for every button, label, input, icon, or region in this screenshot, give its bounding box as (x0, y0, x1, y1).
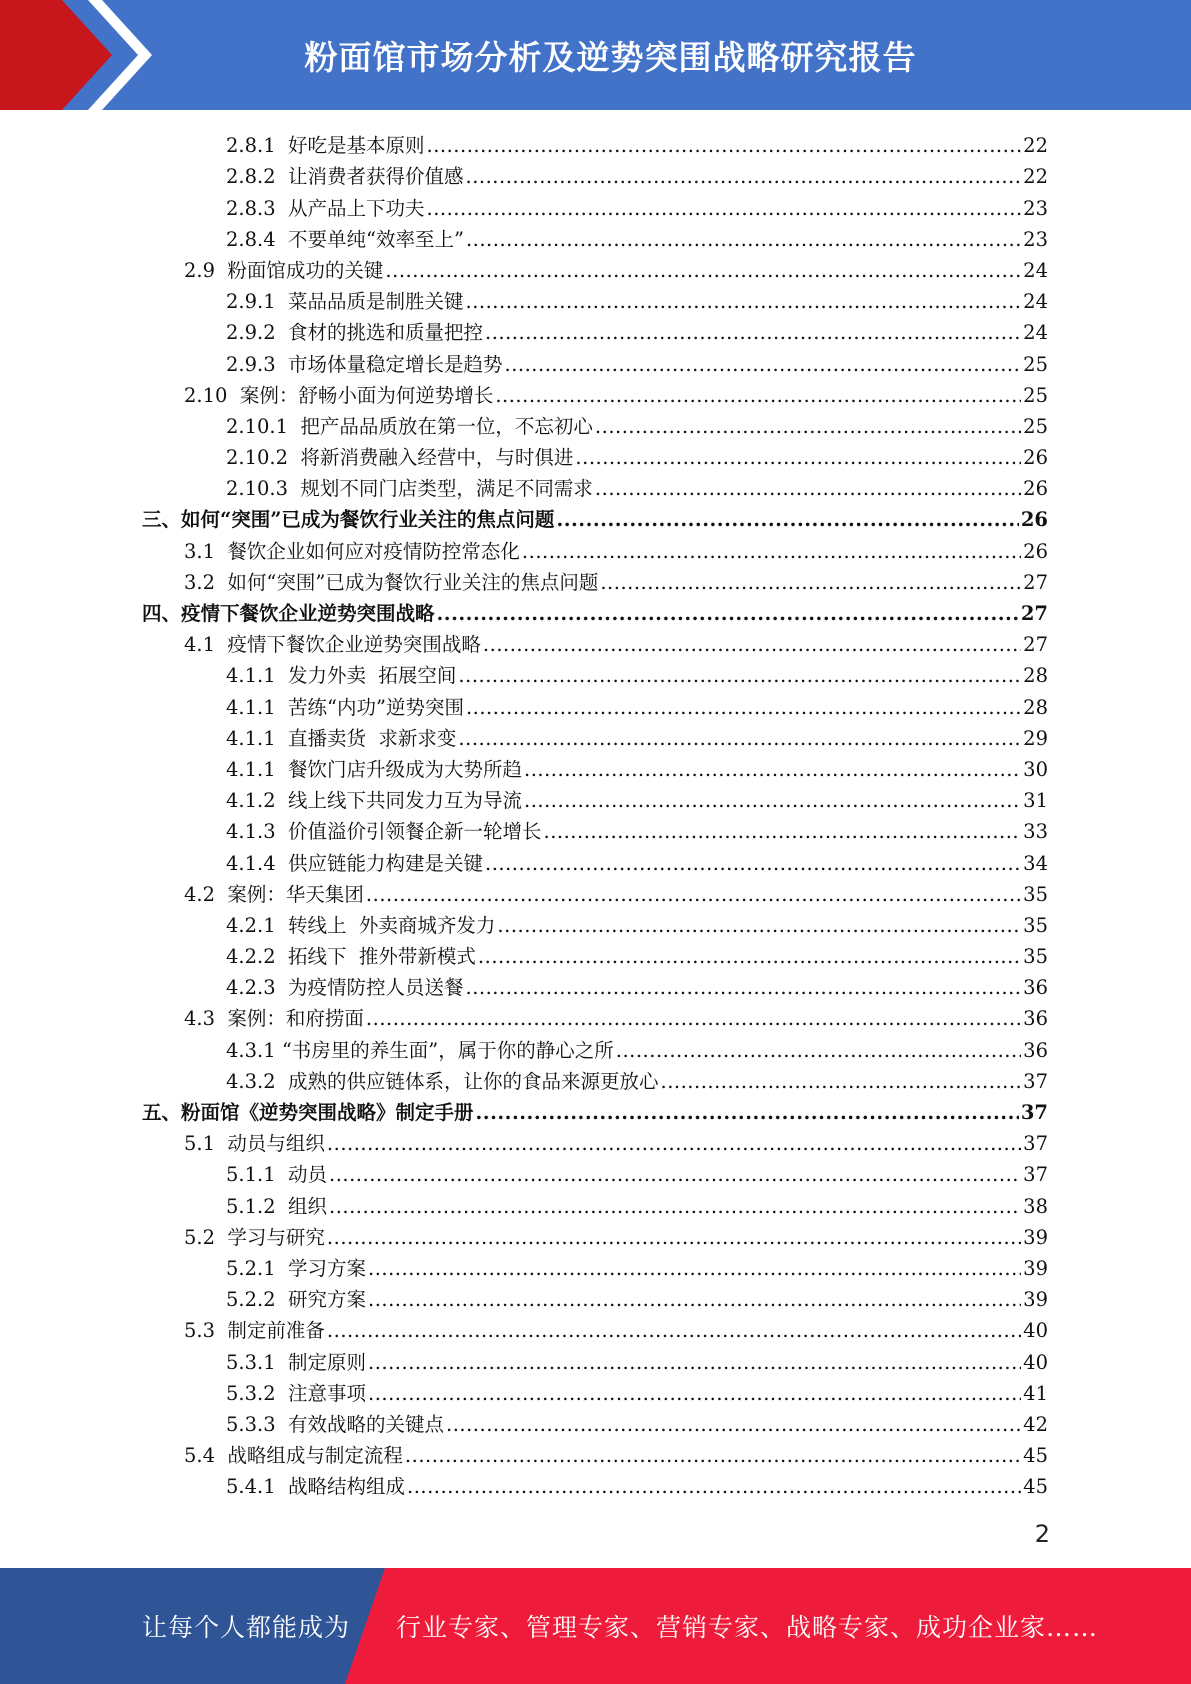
toc-dot-leader (661, 1069, 1022, 1094)
toc-entry-page: 25 (1023, 414, 1048, 438)
toc-entry[interactable] (142, 1031, 1048, 1062)
toc-entry-title: 4.2 案例：华天集团 (184, 882, 364, 906)
toc-entry-page: 36 (1023, 1038, 1048, 1062)
toc-dot-leader (368, 1381, 1021, 1406)
footer-slogan-left: 让每个人都能成为 (142, 1613, 351, 1642)
toc-entry-page: 35 (1023, 913, 1048, 937)
toc-dot-leader (466, 695, 1021, 720)
toc-entry-title: 2.9.1 菜品品质是制胜关键 (226, 290, 464, 314)
toc-dot-leader (446, 1412, 1021, 1437)
toc-entry[interactable] (142, 377, 1048, 408)
toc-dot-leader (556, 507, 1018, 532)
toc-dot-leader (595, 476, 1021, 501)
toc-entry-page: 45 (1023, 1444, 1048, 1468)
toc-entry[interactable] (142, 439, 1048, 470)
toc-entry[interactable] (142, 626, 1048, 657)
toc-entry-title: 4.3 案例：和府捞面 (184, 1007, 364, 1031)
toc-dot-leader (466, 975, 1022, 1000)
toc-dot-leader (458, 726, 1021, 751)
toc-entry[interactable] (142, 408, 1048, 439)
toc-entry-title: 2.10.2 将新消费融入经营中，与时俱进 (226, 446, 574, 470)
toc-entry[interactable] (142, 1219, 1048, 1250)
toc-entry[interactable] (142, 782, 1048, 813)
toc-dot-leader (466, 164, 1022, 189)
toc-entry-page: 45 (1023, 1475, 1048, 1499)
toc-entry-page: 42 (1023, 1412, 1048, 1436)
toc-entry-title: 2.8.4 不要单纯“效率至上” (226, 227, 464, 251)
toc-entry[interactable] (142, 127, 1048, 158)
toc-dot-leader (485, 320, 1021, 345)
toc-entry[interactable] (142, 844, 1048, 875)
toc-entry[interactable] (142, 938, 1048, 969)
toc-dot-leader (495, 383, 1021, 408)
toc-entry[interactable] (142, 813, 1048, 844)
toc-entry-title: 4.1.4 供应链能力构建是关键 (226, 851, 484, 875)
toc-entry[interactable] (142, 532, 1048, 563)
toc-entry-page: 37 (1020, 1101, 1048, 1124)
toc-entry-title: 2.10.3 规划不同门店类型，满足不同需求 (226, 477, 593, 501)
toc-entry-page: 26 (1023, 539, 1048, 563)
toc-dot-leader (524, 788, 1021, 813)
toc-dot-leader (427, 196, 1022, 221)
toc-dot-leader (544, 819, 1022, 844)
toc-entry[interactable] (142, 470, 1048, 501)
header-band (0, 0, 1191, 110)
toc-entry-page: 22 (1023, 165, 1048, 189)
toc-entry-title: 4.1.1 直播卖货 求新求变 (226, 726, 457, 750)
toc-dot-leader (368, 1350, 1021, 1375)
toc-entry-page: 40 (1023, 1350, 1048, 1374)
toc-entry-title: 5.2 学习与研究 (184, 1225, 325, 1249)
toc-dot-leader (437, 601, 1019, 626)
toc-dot-leader (595, 414, 1021, 439)
toc-dot-leader (405, 1443, 1021, 1468)
toc-entry[interactable] (142, 595, 1048, 626)
toc-entry-title: 5.2.1 学习方案 (226, 1256, 367, 1280)
toc-entry-page: 39 (1023, 1288, 1048, 1312)
toc-dot-leader (505, 352, 1022, 377)
toc-entry-page: 39 (1023, 1225, 1048, 1249)
toc-dot-leader (466, 289, 1022, 314)
toc-dot-leader (427, 133, 1022, 158)
toc-entry-page: 38 (1023, 1194, 1048, 1218)
toc-entry-title: 三、如何“突围”已成为餐饮行业关注的焦点问题 (142, 508, 555, 532)
toc-dot-leader (327, 1131, 1021, 1156)
toc-dot-leader (497, 913, 1021, 938)
toc-entry[interactable] (142, 283, 1048, 314)
toc-entry-title: 2.9 粉面馆成功的关键 (184, 258, 384, 282)
toc-entry-title: 3.1 餐饮企业如何应对疫情防控常态化 (184, 539, 520, 563)
toc-entry[interactable] (142, 1281, 1048, 1312)
toc-dot-leader (407, 1474, 1021, 1499)
report-title: 粉面馆市场分析及逆势突围战略研究报告 (304, 37, 917, 77)
toc-dot-leader (366, 882, 1021, 907)
toc-dot-leader (458, 663, 1021, 688)
toc-entry-title: 5.1.1 动员 (226, 1163, 328, 1187)
toc-entry-page: 26 (1020, 508, 1048, 532)
toc-entry-title: 2.9.2 食材的挑选和质量把控 (226, 321, 484, 345)
toc-entry-page: 25 (1023, 352, 1048, 376)
toc-entry[interactable] (142, 564, 1048, 595)
toc-entry-title: 5.3 制定前准备 (184, 1319, 325, 1343)
toc-entry[interactable] (142, 1125, 1048, 1156)
toc-entry-title: 5.1.2 组织 (226, 1194, 328, 1218)
toc-entry-page: 40 (1023, 1319, 1048, 1343)
toc-entry[interactable] (142, 1468, 1048, 1499)
toc-entry[interactable] (142, 688, 1048, 719)
footer-band (0, 1568, 1191, 1684)
toc-dot-leader (329, 1162, 1021, 1187)
toc-entry-title: 4.1 疫情下餐饮企业逆势突围战略 (184, 633, 481, 657)
toc-dot-leader (327, 1225, 1021, 1250)
toc-entry-title: 2.8.1 好吃是基本原则 (226, 134, 425, 158)
toc-entry-title: 四、疫情下餐饮企业逆势突围战略 (142, 602, 435, 625)
toc-entry-page: 26 (1023, 477, 1048, 501)
toc-entry[interactable] (142, 720, 1048, 751)
toc-entry[interactable] (142, 501, 1048, 532)
toc-entry[interactable] (142, 189, 1048, 220)
toc-entry-title: 5.3.1 制定原则 (226, 1350, 367, 1374)
toc-entry-title: 4.1.1 餐饮门店升级成为大势所趋 (226, 757, 523, 781)
toc-entry-page: 37 (1023, 1163, 1048, 1187)
toc-entry[interactable] (142, 657, 1048, 688)
toc-entry[interactable] (142, 1000, 1048, 1031)
toc-entry-title: 2.8.3 从产品上下功夫 (226, 196, 425, 220)
toc-entry-title: 5.4.1 战略结构组成 (226, 1475, 406, 1499)
toc-entry-title: 5.3.3 有效战略的关键点 (226, 1412, 445, 1436)
toc-entry-page: 28 (1023, 695, 1048, 719)
toc-dot-leader (327, 1318, 1021, 1343)
toc-entry[interactable] (142, 1406, 1048, 1437)
toc-entry-page: 35 (1023, 882, 1048, 906)
toc-entry-page: 37 (1023, 1069, 1048, 1093)
toc-entry-page: 25 (1023, 383, 1048, 407)
toc-entry[interactable] (142, 1343, 1048, 1374)
toc-entry-page: 39 (1023, 1256, 1048, 1280)
toc-dot-leader (485, 851, 1021, 876)
toc-entry[interactable] (142, 252, 1048, 283)
toc-entry[interactable] (142, 1156, 1048, 1187)
toc-entry[interactable] (142, 1094, 1048, 1125)
toc-entry-page: 26 (1023, 446, 1048, 470)
toc-entry-title: 4.2.3 为疫情防控人员送餐 (226, 976, 464, 1000)
toc-dot-leader (575, 445, 1021, 470)
toc-entry[interactable] (142, 158, 1048, 189)
table-of-contents (142, 127, 1048, 1499)
toc-entry-page: 23 (1023, 227, 1048, 251)
toc-dot-leader (616, 1038, 1021, 1063)
toc-dot-leader (366, 1006, 1021, 1031)
toc-dot-leader (478, 944, 1021, 969)
toc-dot-leader (368, 1287, 1021, 1312)
toc-entry[interactable] (142, 1375, 1048, 1406)
toc-entry-page: 31 (1023, 789, 1048, 813)
toc-entry-page: 36 (1023, 1007, 1048, 1031)
toc-entry-page: 22 (1023, 134, 1048, 158)
toc-entry-page: 24 (1023, 258, 1048, 282)
toc-entry-page: 29 (1023, 726, 1048, 750)
toc-entry-title: 2.8.2 让消费者获得价值感 (226, 165, 464, 189)
toc-entry-page: 27 (1020, 602, 1048, 625)
toc-entry-page: 33 (1023, 820, 1048, 844)
toc-entry[interactable] (142, 1187, 1048, 1218)
toc-entry[interactable] (142, 876, 1048, 907)
toc-entry-page: 27 (1023, 570, 1048, 594)
toc-dot-leader (476, 1100, 1019, 1125)
toc-entry[interactable] (142, 969, 1048, 1000)
toc-entry-title: 4.1.1 苦练“内功”逆势突围 (226, 695, 464, 719)
toc-entry-title: 2.10 案例：舒畅小面为何逆势增长 (184, 383, 494, 407)
toc-entry[interactable] (142, 314, 1048, 345)
toc-entry-title: 4.1.2 线上线下共同发力互为导流 (226, 789, 523, 813)
toc-entry[interactable] (142, 1312, 1048, 1343)
toc-entry-page: 24 (1023, 321, 1048, 345)
toc-entry-title: 2.10.1 把产品品质放在第一位，不忘初心 (226, 414, 593, 438)
toc-entry[interactable] (142, 751, 1048, 782)
toc-entry-page: 34 (1023, 851, 1048, 875)
toc-entry-title: 4.2.1 转线上 外卖商城齐发力 (226, 913, 496, 937)
toc-dot-leader (329, 1194, 1021, 1219)
toc-entry-title: 4.3.2 成熟的供应链体系，让你的食品来源更放心 (226, 1069, 659, 1093)
toc-entry-page: 23 (1023, 196, 1048, 220)
toc-dot-leader (600, 570, 1021, 595)
toc-dot-leader (466, 227, 1021, 252)
toc-entry-page: 28 (1023, 664, 1048, 688)
toc-entry-title: 4.1.3 价值溢价引领餐企新一轮增长 (226, 820, 542, 844)
toc-entry[interactable] (142, 907, 1048, 938)
toc-entry-title: 4.3.1 “书房里的养生面”，属于你的静心之所 (226, 1038, 614, 1062)
toc-entry[interactable] (142, 1437, 1048, 1468)
toc-entry-page: 30 (1023, 757, 1048, 781)
toc-entry[interactable] (142, 1250, 1048, 1281)
toc-entry-page: 24 (1023, 290, 1048, 314)
toc-entry-title: 5.3.2 注意事项 (226, 1381, 367, 1405)
toc-entry-title: 3.2 如何“突围”已成为餐饮行业关注的焦点问题 (184, 570, 599, 594)
toc-entry[interactable] (142, 1063, 1048, 1094)
toc-entry-page: 41 (1023, 1381, 1048, 1405)
toc-entry-page: 36 (1023, 976, 1048, 1000)
toc-dot-leader (368, 1256, 1021, 1281)
toc-entry-title: 5.4 战略组成与制定流程 (184, 1444, 403, 1468)
toc-entry-title: 五、粉面馆《逆势突围战略》制定手册 (142, 1101, 474, 1124)
toc-entry-page: 35 (1023, 945, 1048, 969)
footer-slogan-right: 行业专家、管理专家、营销专家、战略专家、成功企业家…… (396, 1613, 1099, 1642)
toc-entry[interactable] (142, 221, 1048, 252)
toc-entry-page: 37 (1023, 1132, 1048, 1156)
page-number: 2 (1034, 1520, 1050, 1548)
toc-entry-title: 4.1.1 发力外卖 拓展空间 (226, 664, 457, 688)
toc-entry[interactable] (142, 345, 1048, 376)
toc-entry-page: 27 (1023, 633, 1048, 657)
toc-dot-leader (385, 258, 1021, 283)
toc-dot-leader (483, 632, 1021, 657)
toc-dot-leader (522, 539, 1021, 564)
toc-entry-title: 2.9.3 市场体量稳定增长是趋势 (226, 352, 503, 376)
toc-entry-title: 5.1 动员与组织 (184, 1132, 325, 1156)
toc-dot-leader (524, 757, 1021, 782)
toc-entry-title: 4.2.2 拓线下 推外带新模式 (226, 945, 476, 969)
toc-entry-title: 5.2.2 研究方案 (226, 1288, 367, 1312)
